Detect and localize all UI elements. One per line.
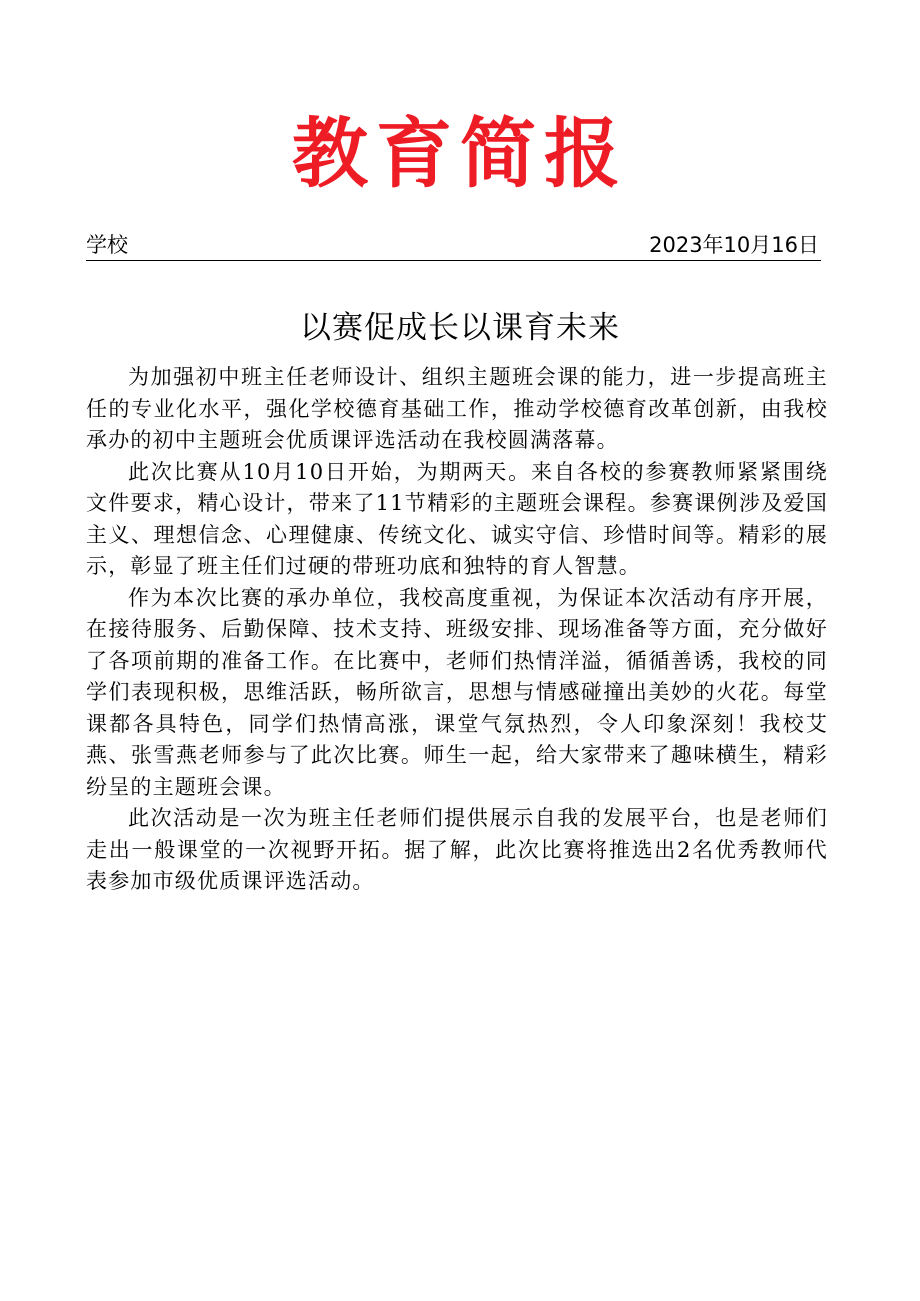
article-paragraph: 此次比赛从10月10日开始，为期两天。来自各校的参赛教师紧紧围绕文件要求，精心设计，带来了11节精彩的主题班会课程。参赛课例涉及爱国主义、理想信念、心理健康、传统文化、诚实守信、珍惜时间等。精彩的展示，彰显了班主任们过硬的带班功底和独特的育人智慧。: [86, 459, 828, 578]
article-body: [86, 362, 828, 898]
header-meta-line: [86, 230, 821, 261]
newsletter-masthead: 教育简报: [292, 109, 628, 198]
article-paragraph: 此次活动是一次为班主任老师们提供展示自我的发展平台，也是老师们走出一般课堂的一次视野开拓。据了解，此次比赛将推选出2名优秀教师代表参加市级优质课评选活动。: [86, 806, 828, 893]
article-paragraph: 为加强初中班主任老师设计、组织主题班会课的能力，进一步提高班主任的专业化水平，强化学校德育基础工作，推动学校德育改革创新，由我校承办的初中主题班会优质课评选活动在我校圆满落幕。: [86, 365, 828, 452]
article-title: 以赛促成长以课育未来: [300, 309, 620, 346]
issue-date: 2023年10月16日: [649, 233, 819, 257]
article-paragraph: 作为本次比赛的承办单位，我校高度重视，为保证本次活动有序开展，在接待服务、后勤保障、技术支持、班级安排、现场准备等方面，充分做好了各项前期的准备工作。在比赛中，老师们热情洋溢，循循善诱，我校的同学们表现积极，思维活跃，畅所欲言，思想与情感碰撞出美妙的火花。每堂课都各具特色，同学们热情高涨，课堂气氛热烈，令人印象深刻！我校艾燕、张雪燕老师参与了此次比赛。师生一起，给大家带来了趣味横生，精彩纷呈的主题班会课。: [86, 585, 828, 799]
school-label: 学校: [86, 233, 128, 257]
